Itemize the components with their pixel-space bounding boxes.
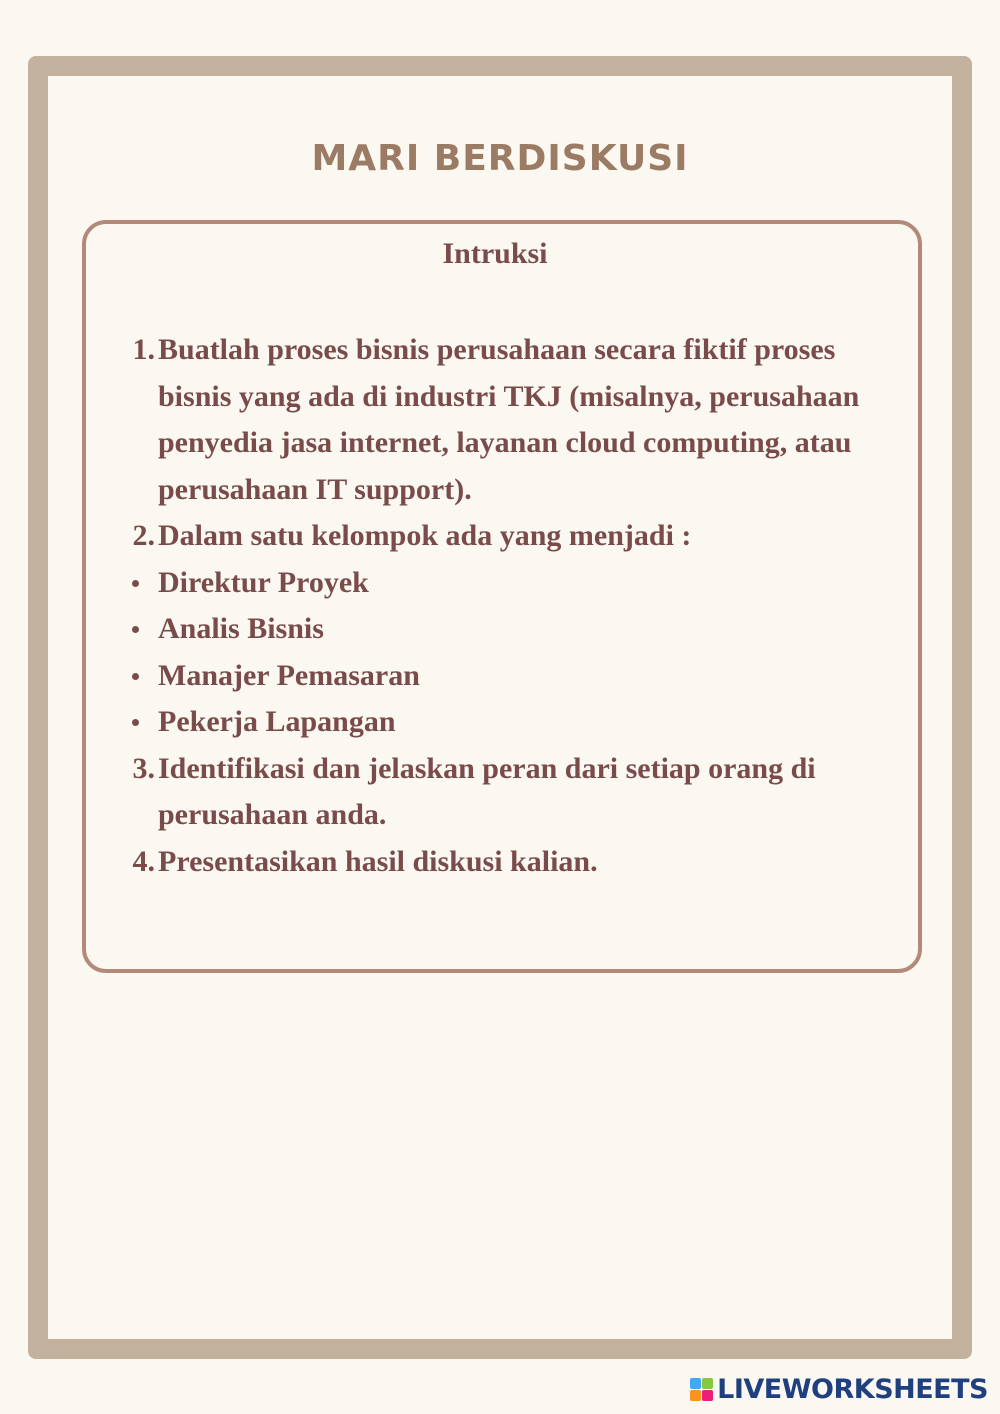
list-item — [125, 560, 895, 607]
list-item-text: Dalam satu kelompok ada yang menjadi : — [158, 519, 692, 552]
list-item-text: Buatlah proses bisnis perusahaan secara fiktif proses bisnis yang ada di industri TKJ (misalnya, perusahaan penyedia jasa internet, layanan cloud computing, atau perusahaan IT support). — [158, 333, 860, 506]
list-item — [125, 606, 895, 653]
list-item — [125, 653, 895, 700]
list-number: 1. — [132, 333, 155, 366]
bullet-icon — [132, 626, 139, 633]
list-item — [125, 327, 895, 513]
list-item-text: Analis Bisnis — [158, 612, 324, 645]
instruction-heading: Intruksi — [442, 237, 548, 270]
bullet-icon — [132, 673, 139, 680]
liveworksheets-watermark[interactable] — [690, 1372, 988, 1406]
watermark-text: LIVEWORKSHEETS — [717, 1373, 988, 1405]
instruction-list — [125, 327, 895, 885]
list-item-text: Pekerja Lapangan — [158, 705, 396, 738]
bullet-icon — [132, 580, 139, 587]
list-number: 3. — [132, 751, 155, 785]
list-item — [125, 699, 895, 746]
list-item-text: Presentasikan hasil diskusi kalian. — [158, 844, 598, 878]
liveworksheets-logo-icon — [690, 1378, 713, 1401]
bullet-icon — [132, 719, 139, 726]
list-item-text: Direktur Proyek — [158, 565, 369, 599]
list-item-text: Identifikasi dan jelaskan peran dari setiap orang di perusahaan anda. — [158, 751, 816, 831]
list-item — [125, 746, 895, 839]
list-number: 4. — [132, 844, 155, 878]
list-item-text: Manajer Pemasaran — [158, 658, 420, 692]
page-title: MARI BERDISKUSI — [311, 138, 689, 179]
list-item — [125, 839, 895, 886]
list-item — [125, 513, 895, 560]
list-number: 2. — [132, 519, 155, 552]
